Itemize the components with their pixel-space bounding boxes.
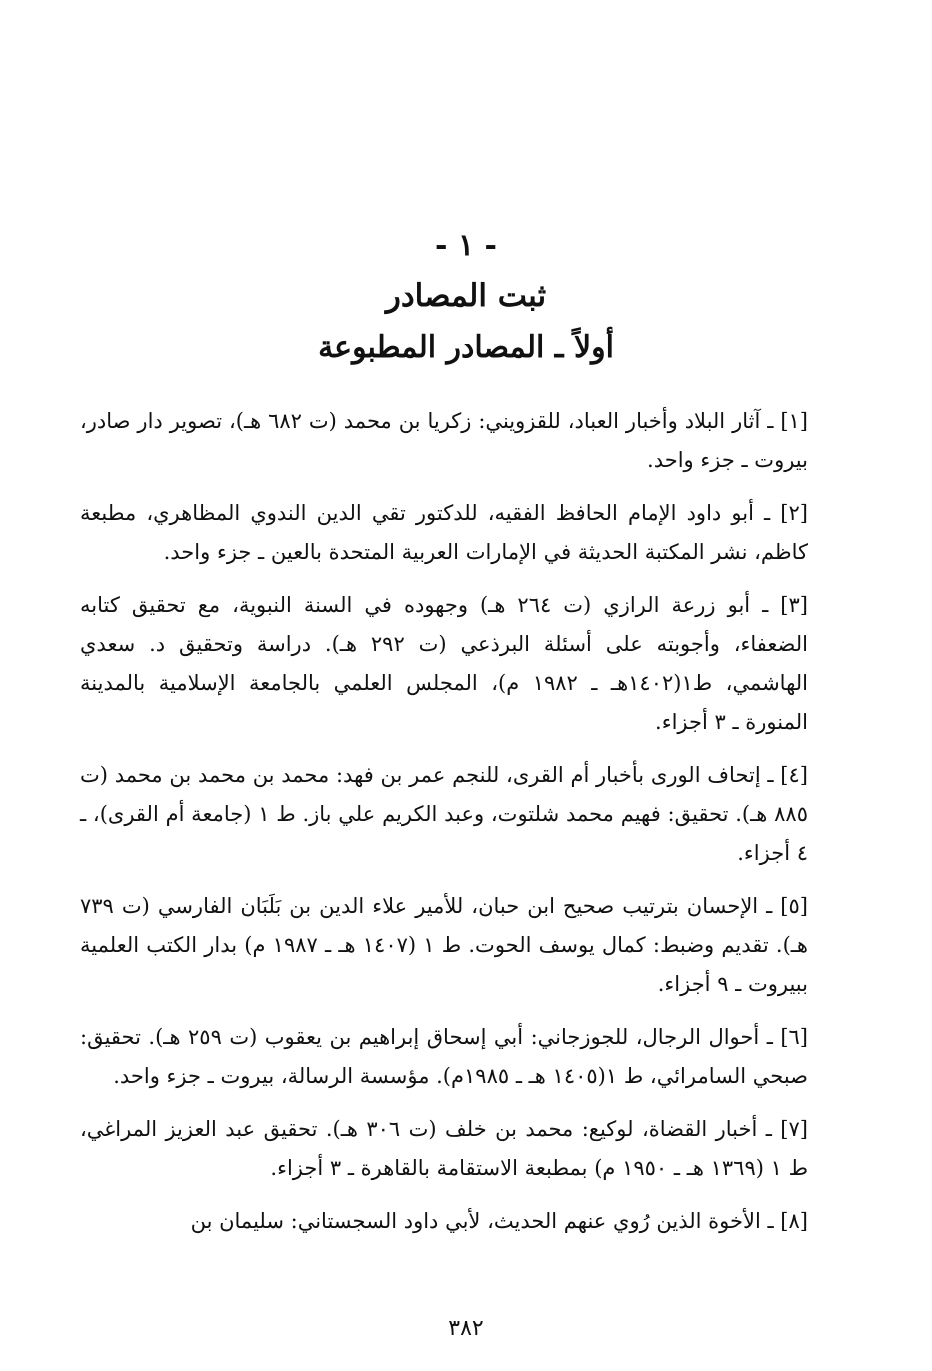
chapter-number: - ١ - xyxy=(435,228,497,263)
page-number: ٣٨٢ xyxy=(448,1316,484,1341)
section-title: أولاً ـ المصادر المطبوعة xyxy=(318,330,614,365)
bibliography-entry xyxy=(80,586,808,742)
bibliography-entry xyxy=(80,494,808,572)
bibliography-entry xyxy=(80,756,808,873)
entry-text: [٢] ـ أبو داود الإمام الحافظ الفقيه، للدكتور تقي الدين الندوي المظاهري، مطبعة كاظم، نشر المكتبة الحديثة في الإمارات العربية المتحدة بالعين ـ جزء واحد. xyxy=(80,501,808,564)
bibliography-entry xyxy=(80,1110,808,1188)
bibliography-entry xyxy=(80,1202,808,1241)
bibliography-list xyxy=(80,402,808,1255)
entry-text: [٣] ـ أبو زرعة الرازي (ت ٢٦٤ هـ) وجهوده في السنة النبوية، مع تحقيق كتابه الضعفاء، وأجوبته على أسئلة البرذعي (ت ٢٩٢ هـ). دراسة وتحقيق د. سعدي الهاشمي، ط١(١٤٠٢هـ ـ ١٩٨٢ م)، المجلس العلمي بالجامعة الإسلامية بالمدينة المنورة ـ ٣ أجزاء. xyxy=(80,593,808,734)
entry-text: [٦] ـ أحوال الرجال، للجوزجاني: أبي إسحاق إبراهيم بن يعقوب (ت ٢٥٩ هـ). تحقيق: صبحي السامرائي، ط ١(١٤٠٥ هـ ـ ١٩٨٥م). مؤسسة الرسالة، بيروت ـ جزء واحد. xyxy=(80,1025,808,1088)
entry-text: [٥] ـ الإحسان بترتيب صحيح ابن حبان، للأمير علاء الدين بن بَلَبَان الفارسي (ت ٧٣٩ هـ). تقديم وضبط: كمال يوسف الحوت. ط ١ (١٤٠٧ هـ ـ ١٩٨٧ م) بدار الكتب العلمية ببيروت ـ ٩ أجزاء. xyxy=(80,894,808,996)
page-title: ثبت المصادر xyxy=(385,278,547,314)
bibliography-entry xyxy=(80,402,808,480)
entry-text: [١] ـ آثار البلاد وأخبار العباد، للقزويني: زكريا بن محمد (ت ٦٨٢ هـ)، تصوير دار صادر، بيروت ـ جزء واحد. xyxy=(80,409,808,472)
entry-text: [٧] ـ أخبار القضاة، لوكيع: محمد بن خلف (ت ٣٠٦ هـ). تحقيق عبد العزيز المراغي، ط ١ (١٣٦٩ هـ ـ ١٩٥٠ م) بمطبعة الاستقامة بالقاهرة ـ ٣ أجزاء. xyxy=(80,1117,808,1180)
bibliography-entry xyxy=(80,887,808,1004)
bibliography-entry xyxy=(80,1018,808,1096)
entry-text: [٨] ـ الأخوة الذين رُوي عنهم الحديث، لأبي داود السجستاني: سليمان بن xyxy=(190,1209,808,1233)
entry-text: [٤] ـ إتحاف الورى بأخبار أم القرى، للنجم عمر بن فهد: محمد بن محمد بن محمد (ت ٨٨٥ هـ). تحقيق: فهيم محمد شلتوت، وعبد الكريم علي باز. ط ١ (جامعة أم القرى)، ـ ٤ أجزاء. xyxy=(80,763,808,865)
